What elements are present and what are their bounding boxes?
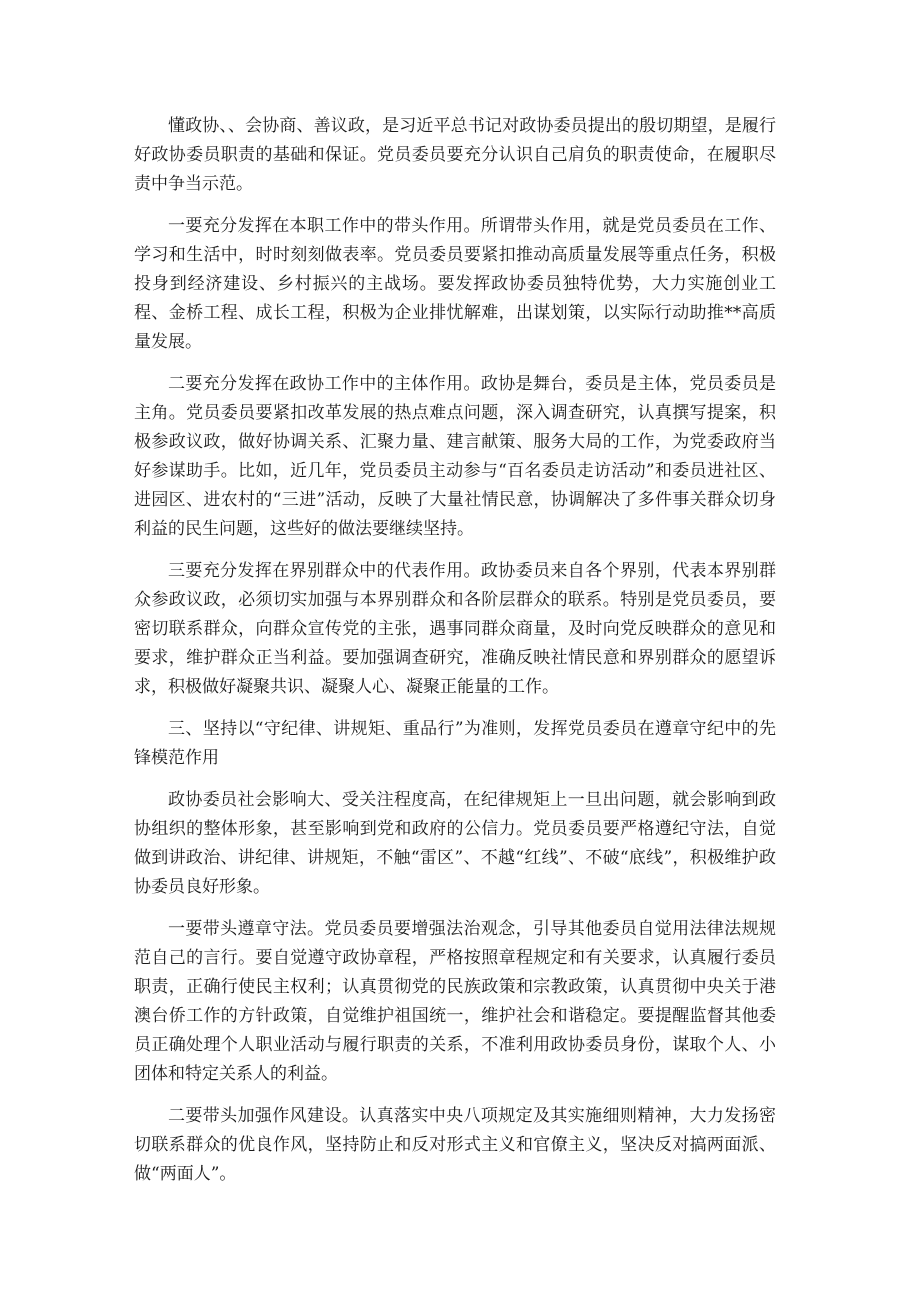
document-body bbox=[134, 112, 776, 1202]
paragraph-section-point-two: 二要带头加强作风建设。认真落实中央八项规定及其实施细则精神，大力发扬密切联系群众的优良作风，坚持防止和反对形式主义和官僚主义，坚决反对搞两面派、做“两面人”。 bbox=[134, 1106, 776, 1184]
paragraph-section-intro: 政协委员社会影响大、受关注程度高，在纪律规矩上一旦出问题，就会影响到政协组织的整体形象，甚至影响到党和政府的公信力。党员委员要严格遵纪守法，自觉做到讲政治、讲纪律、讲规矩，不触“雷区”、不越“红线”、不破“底线”，积极维护政协委员良好形象。 bbox=[134, 790, 776, 897]
paragraph-intro: 懂政协、、会协商、善议政，是习近平总书记对政协委员提出的殷切期望，是履行好政协委员职责的基础和保证。党员委员要充分认识自己肩负的职责使命，在履职尽责中争当示范。 bbox=[134, 116, 776, 194]
paragraph-point-three: 三要充分发挥在界别群众中的代表作用。政协委员来自各个界别，代表本界别群众参政议政，必须切实加强与本界别群众和各阶层群众的联系。特别是党员委员，要密切联系群众，向群众宣传党的主张，遇事同群众商量，及时向党反映群众的意见和要求，维护群众正当利益。要加强调查研究，准确反映社情民意和界别群众的愿望诉求，积极做好凝聚共识、凝聚人心、凝聚正能量的工作。 bbox=[134, 561, 776, 697]
paragraph-point-two: 二要充分发挥在政协工作中的主体作用。政协是舞台，委员是主体，党员委员是主角。党员委员要紧扣改革发展的热点难点问题，深入调查研究，认真撰写提案，积极参政议政，做好协调关系、汇聚力量、建言献策、服务大局的工作，为党委政府当好参谋助手。比如，近几年，党员委员主动参与“百名委员走访活动”和委员进社区、进园区、进农村的“三进”活动，反映了大量社情民意，协调解决了多件事关群众切身利益的民生问题，这些好的做法要继续坚持。 bbox=[134, 374, 776, 539]
paragraph-section-point-one: 一要带头遵章守法。党员委员要增强法治观念，引导其他委员自觉用法律法规规范自己的言行。要自觉遵守政协章程，严格按照章程规定和有关要求，认真履行委员职责，正确行使民主权利；认真贯彻党的民族政策和宗教政策，认真贯彻中央关于港澳台侨工作的方针政策，自觉维护祖国统一，维护社会和谐稳定。要提醒监督其他委员正确处理个人职业活动与履行职责的关系，不准利用政协委员身份，谋取个人、小团体和特定关系人的利益。 bbox=[134, 919, 776, 1084]
paragraph-point-one: 一要充分发挥在本职工作中的带头作用。所谓带头作用，就是党员委员在工作、学习和生活中，时时刻刻做表率。党员委员要紧扣推动高质量发展等重点任务，积极投身到经济建设、乡村振兴的主战场。要发挥政协委员独特优势，大力实施创业工程、金桥工程、成长工程，积极为企业排忧解难，出谋划策，以实际行动助推**高质量发展。 bbox=[134, 216, 776, 352]
section-heading-three: 三、坚持以“守纪律、讲规矩、重品行”为准则，发挥党员委员在遵章守纪中的先锋模范作用 bbox=[134, 719, 776, 768]
